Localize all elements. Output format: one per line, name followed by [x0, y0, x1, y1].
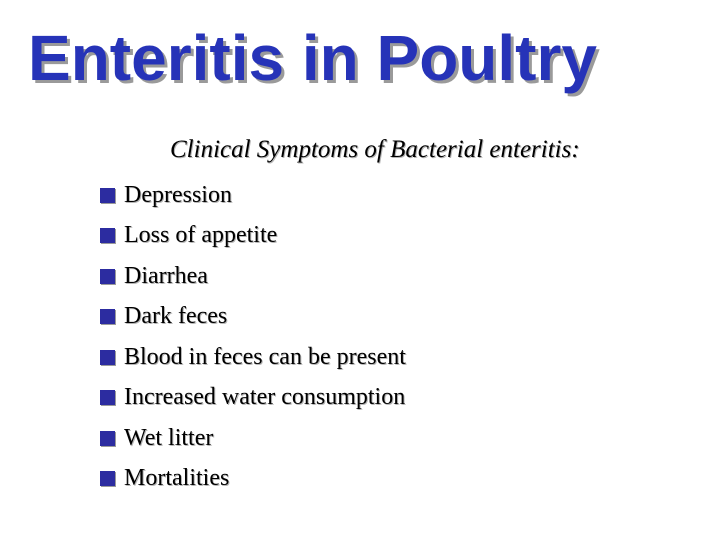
square-bullet-icon [100, 431, 115, 446]
list-item [100, 297, 406, 338]
list-item [100, 337, 406, 378]
list-item-text: Loss of appetite [124, 222, 278, 249]
list-item [100, 256, 406, 297]
list-item [100, 459, 406, 500]
square-bullet-icon [100, 228, 115, 243]
square-bullet-icon [100, 350, 115, 365]
list-item [100, 175, 406, 216]
square-bullet-icon [100, 188, 115, 203]
list-item [100, 418, 406, 459]
list-item-text: Dark feces [124, 303, 228, 330]
list-item-text: Wet litter [124, 424, 214, 451]
slide-subtitle: Clinical Symptoms of Bacterial enteritis: [170, 136, 580, 163]
symptom-list [100, 175, 406, 499]
list-item-text: Depression [124, 181, 232, 208]
list-item-text: Diarrhea [124, 262, 208, 289]
slide-title: Enteritis in Poultry [28, 22, 597, 94]
list-item-text: Blood in feces can be present [124, 343, 406, 370]
list-item-text: Increased water consumption [124, 384, 406, 411]
square-bullet-icon [100, 390, 115, 405]
square-bullet-icon [100, 471, 115, 486]
square-bullet-icon [100, 269, 115, 284]
list-item-text: Mortalities [124, 465, 230, 492]
square-bullet-icon [100, 309, 115, 324]
list-item [100, 378, 406, 419]
list-item [100, 216, 406, 257]
